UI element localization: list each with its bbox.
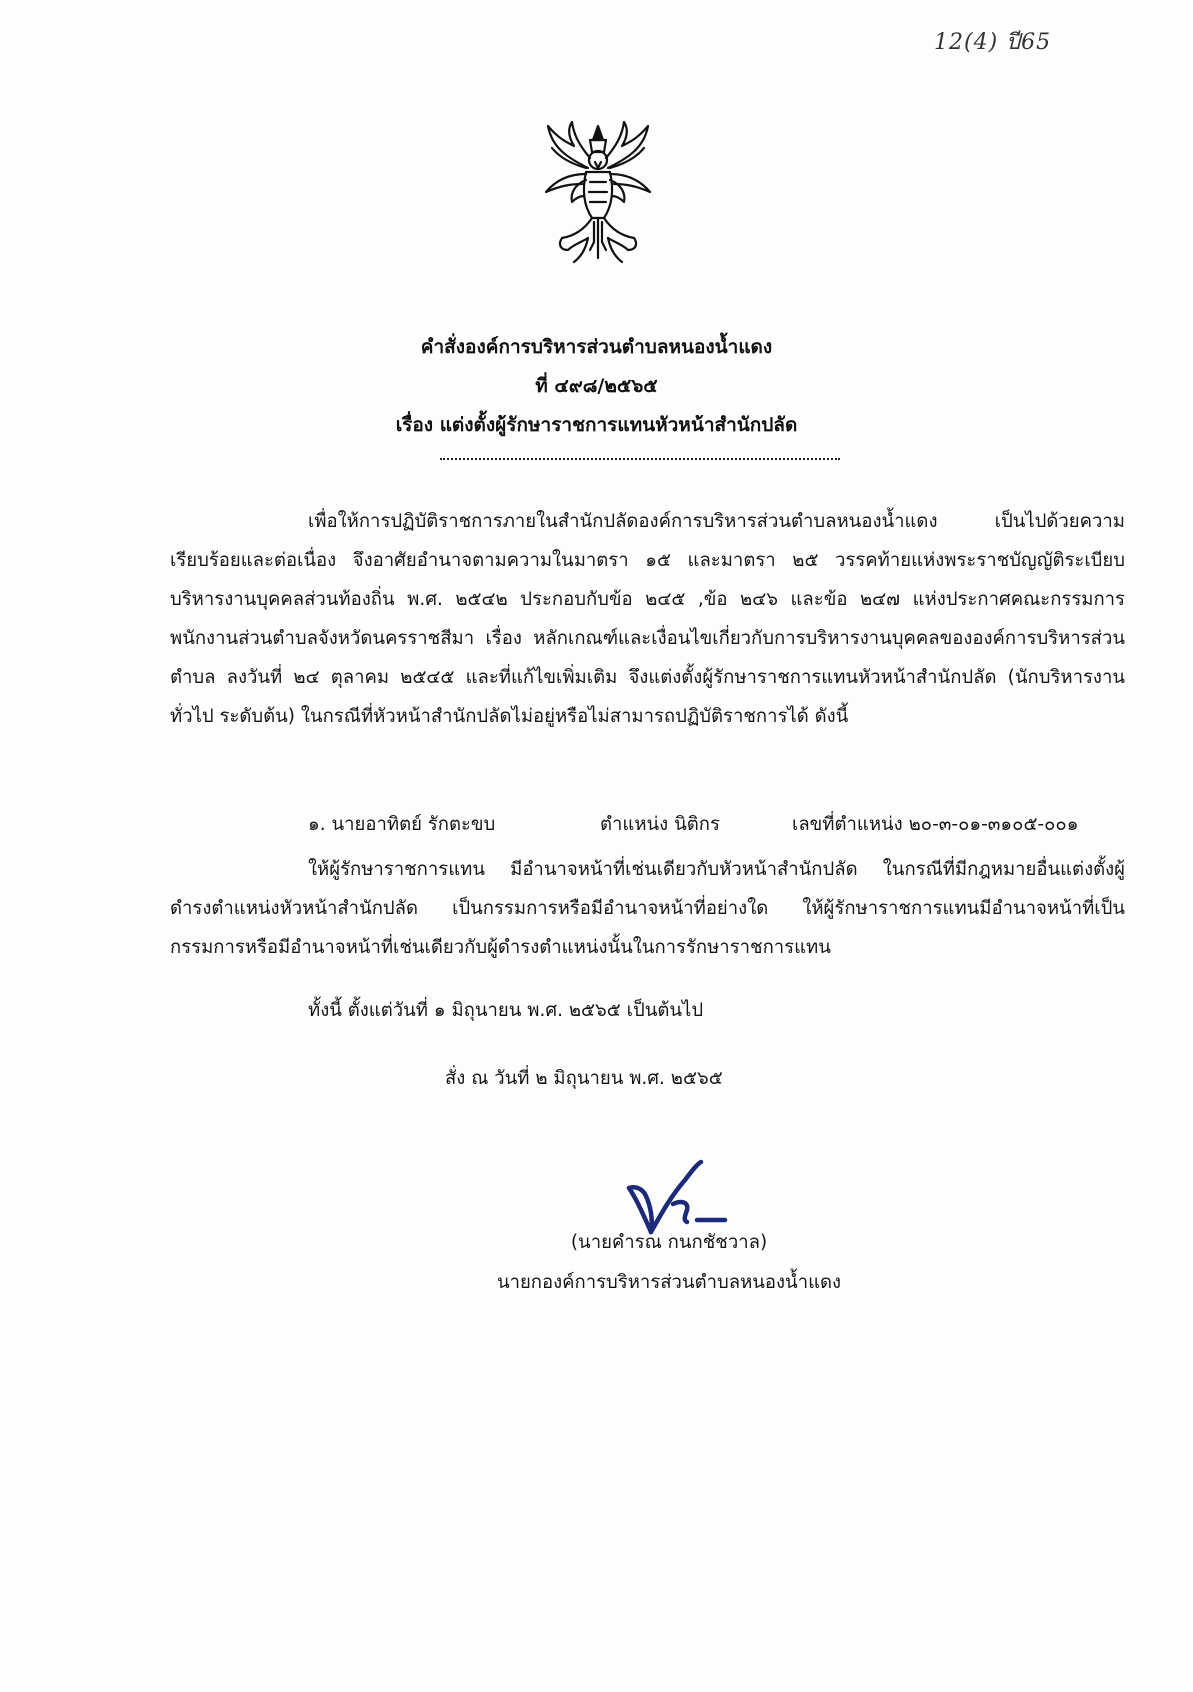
garuda-emblem-icon [538,118,658,268]
order-subject: เรื่อง แต่งตั้งผู้รักษาราชการแทนหัวหน้าสำนักปลัด [395,414,798,436]
handwritten-note: 12(4) ปี65 [934,30,1052,55]
appointee-position: ตำแหน่ง นิติกร [600,814,720,835]
order-date: สั่ง ณ วันที่ ๒ มิถุนายน พ.ศ. ๒๕๖๕ [445,1068,723,1089]
signature-icon [625,1158,735,1238]
paragraph-duties [170,850,1125,967]
order-title: คำสั่งองค์การบริหารส่วนตำบลหนองน้ำแดง [420,336,773,358]
paragraph-authority-text: เพื่อให้การปฏิบัติราชการภายในสำนักปลัดองค์การบริหารส่วนตำบลหนองน้ำแดง เป็นไปด้วยความเรียบร้อยและต่อเนื่อง จึงอาศัยอำนาจตามความในมาตรา ๑๕ และมาตรา ๒๕ วรรคท้ายแห่งพระราชบัญญัติระเบียบบริหารงานบุคคลส่วนท้องถิ่น พ.ศ. ๒๕๔๒ ประกอบกับข้อ ๒๔๕ ,ข้อ ๒๔๖ และข้อ ๒๔๗ แห่งประกาศคณะกรรมการพนักงานส่วนตำบลจังหวัดนครราชสีมา เรื่อง หลักเกณฑ์และเงื่อนไขเกี่ยวกับการบริหารงานบุคคลขององค์การบริหารส่วนตำบล ลงวันที่ ๒๔ ตุลาคม ๒๕๔๕ และที่แก้ไขเพิ่มเติม จึงแต่งตั้งผู้รักษาราชการแทนหัวหน้าสำนักปลัด (นักบริหารงานทั่วไป ระดับต้น) ในกรณีที่หัวหน้าสำนักปลัดไม่อยู่หรือไม่สามารถปฏิบัติราชการได้ ดังนี้ [170,511,1125,727]
effective-date: ทั้งนี้ ตั้งแต่วันที่ ๑ มิถุนายน พ.ศ. ๒๕๖๕ เป็นต้นไป [308,1000,704,1021]
paragraph-duties-text: ให้ผู้รักษาราชการแทน มีอำนาจหน้าที่เช่นเดียวกับหัวหน้าสำนักปลัด ในกรณีที่มีกฎหมายอื่นแต่งตั้งผู้ดำรงตำแหน่งหัวหน้าสำนักปลัด เป็นกรรมการหรือมีอำนาจหน้าที่อย่างใด ให้ผู้รักษาราชการแทนมีอำนาจหน้าที่เป็นกรรมการหรือมีอำนาจหน้าที่เช่นเดียวกับผู้ดำรงตำแหน่งนั้นในการรักษาราชการแทน [170,859,1125,958]
appointee-position-number: เลขที่ตำแหน่ง ๒๐-๓-๐๑-๓๑๐๕-๐๐๑ [792,814,1079,835]
dotted-divider [440,458,840,460]
signatory-name: (นายคำรณ กนกชัชวาล) [570,1232,768,1253]
paragraph-authority [170,502,1125,736]
signatory-title: นายกองค์การบริหารส่วนตำบลหนองน้ำแดง [496,1272,842,1293]
order-number: ที่ ๔๙๘/๒๕๖๕ [535,375,658,397]
appointee-name: ๑. นายอาทิตย์ รักตะขบ [308,814,496,835]
